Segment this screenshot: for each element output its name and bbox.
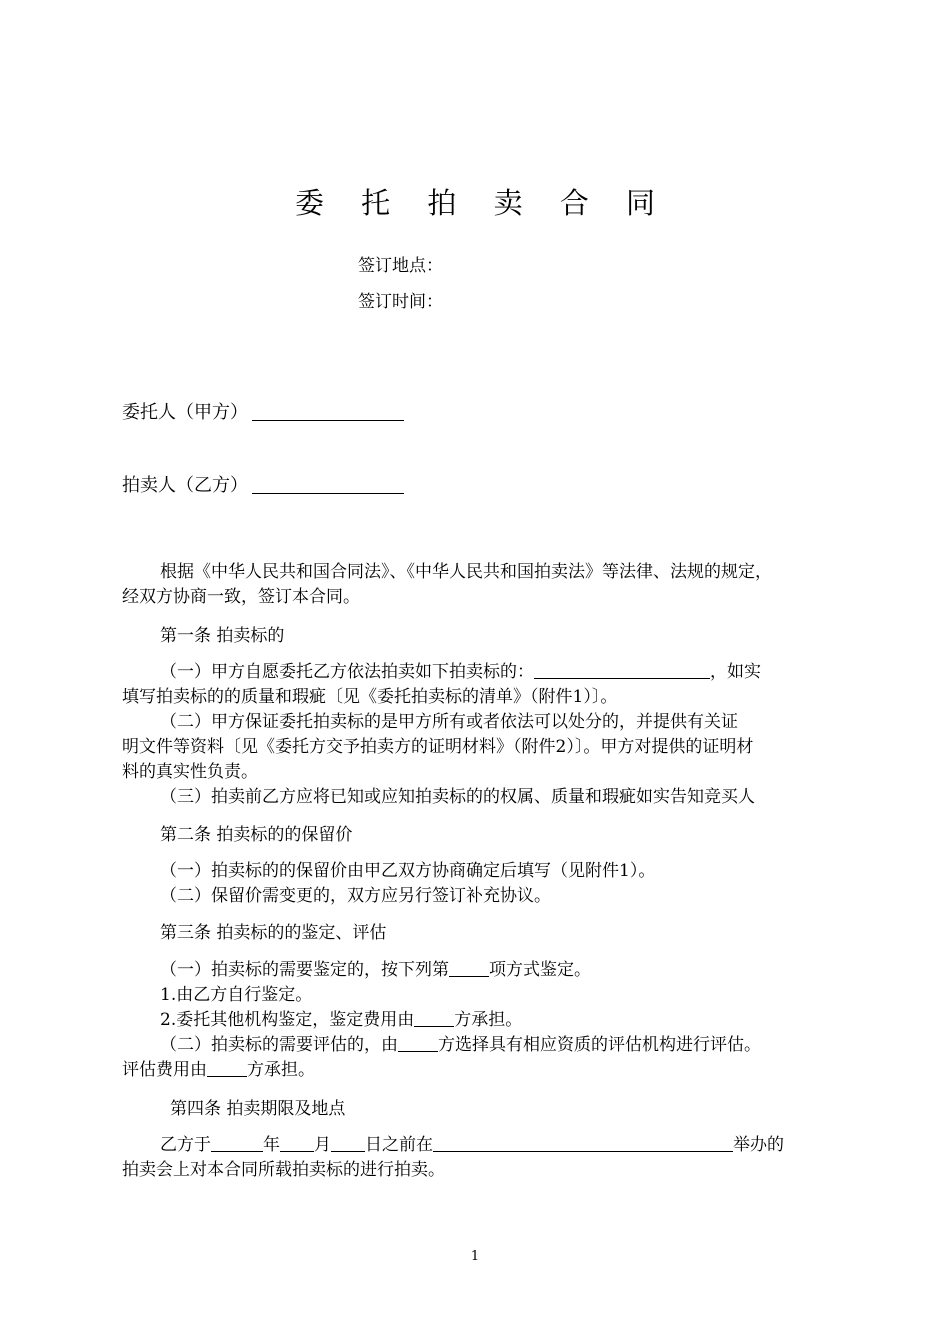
article-3-heading: 第三条 拍卖标的的鉴定、评估 bbox=[160, 923, 387, 943]
signing-time-label: 签订时间： bbox=[358, 292, 443, 312]
article-3-item-2 bbox=[160, 1005, 522, 1030]
article-1-para-2-line-1: （二）甲方保证委托拍卖标的是甲方所有或者依法可以处分的，并提供有关证 bbox=[160, 712, 738, 732]
article-1-para-1-tail: ，如实 bbox=[710, 662, 761, 682]
article-3-para-1-tail: 项方式鉴定。 bbox=[489, 960, 591, 980]
auction-subject-blank[interactable] bbox=[534, 662, 710, 679]
month-label: 月 bbox=[314, 1135, 331, 1155]
appraisal-fee-party-blank[interactable] bbox=[414, 1010, 454, 1027]
article-4-line-2: 拍卖会上对本合同所载拍卖标的进行拍卖。 bbox=[122, 1160, 445, 1180]
venue-blank[interactable] bbox=[433, 1135, 733, 1152]
appraisal-method-blank[interactable] bbox=[449, 960, 489, 977]
article-1-para-3: （三）拍卖前乙方应将已知或应知拍卖标的的权属、质量和瑕疵如实告知竞买人 bbox=[160, 787, 755, 807]
article-3-para-2-tail: 方选择具有相应资质的评估机构进行评估。 bbox=[438, 1035, 761, 1055]
evaluation-fee-party-blank[interactable] bbox=[207, 1060, 247, 1077]
evaluation-party-blank[interactable] bbox=[398, 1035, 438, 1052]
article-4-tail: 举办的 bbox=[733, 1135, 784, 1155]
article-3-para-2-line-1 bbox=[160, 1030, 761, 1055]
day-blank[interactable] bbox=[331, 1135, 365, 1152]
article-1-para-2-line-3: 料的真实性负责。 bbox=[122, 762, 258, 782]
article-3-para-2-text: （二）拍卖标的需要评估的，由 bbox=[160, 1035, 398, 1055]
party-a-line bbox=[122, 398, 404, 424]
preamble-line-1: 根据《中华人民共和国合同法》、《中华人民共和国拍卖法》等法律、法规的规定， bbox=[160, 562, 772, 582]
article-1-heading: 第一条 拍卖标的 bbox=[160, 626, 285, 646]
page-number: 1 bbox=[470, 1249, 480, 1264]
article-3-item-1: 1.由乙方自行鉴定。 bbox=[160, 985, 313, 1005]
evaluation-fee-tail: 方承担。 bbox=[247, 1060, 315, 1080]
party-a-label: 委托人（甲方） bbox=[122, 402, 248, 423]
article-3-para-1 bbox=[160, 955, 591, 980]
article-4-line-1 bbox=[160, 1130, 784, 1155]
article-1-para-1-line-2: 填写拍卖标的的质量和瑕疵〔见《委托拍卖标的清单》（附件1）〕。 bbox=[122, 687, 618, 707]
article-2-para-2: （二）保留价需变更的，双方应另行签订补充协议。 bbox=[160, 886, 551, 906]
article-3-para-1-text: （一）拍卖标的需要鉴定的，按下列第 bbox=[160, 960, 449, 980]
article-3-item-2-text: 2.委托其他机构鉴定，鉴定费用由 bbox=[160, 1010, 415, 1030]
preamble-line-2: 经双方协商一致，签订本合同。 bbox=[122, 587, 360, 607]
article-4-text: 乙方于 bbox=[160, 1135, 211, 1155]
article-4-heading: 第四条 拍卖期限及地点 bbox=[170, 1099, 346, 1119]
article-1-para-2-line-2: 明文件等资料〔见《委托方交予拍卖方的证明材料》（附件2）〕。甲方对提供的证明材 bbox=[122, 737, 754, 757]
article-3-item-2-tail: 方承担。 bbox=[454, 1010, 523, 1030]
party-b-line bbox=[122, 471, 404, 497]
year-label: 年 bbox=[263, 1135, 280, 1155]
month-blank[interactable] bbox=[280, 1135, 314, 1152]
year-blank[interactable] bbox=[211, 1135, 263, 1152]
signing-place-label: 签订地点： bbox=[358, 256, 443, 276]
day-label: 日之前在 bbox=[365, 1135, 433, 1155]
article-2-para-1: （一）拍卖标的的保留价由甲乙双方协商确定后填写（见附件1）。 bbox=[160, 861, 656, 881]
party-b-label: 拍卖人（乙方） bbox=[122, 475, 248, 496]
party-b-blank[interactable] bbox=[252, 475, 404, 494]
evaluation-fee-text: 评估费用由 bbox=[122, 1060, 207, 1080]
article-3-para-2-line-2 bbox=[122, 1055, 315, 1080]
article-1-para-1-text: （一）甲方自愿委托乙方依法拍卖如下拍卖标的： bbox=[160, 662, 534, 682]
party-a-blank[interactable] bbox=[252, 402, 404, 421]
article-2-heading: 第二条 拍卖标的的保留价 bbox=[160, 825, 353, 845]
contract-title: 委 托 拍 卖 合 同 bbox=[294, 186, 670, 220]
article-1-para-1-line-1 bbox=[160, 657, 761, 682]
